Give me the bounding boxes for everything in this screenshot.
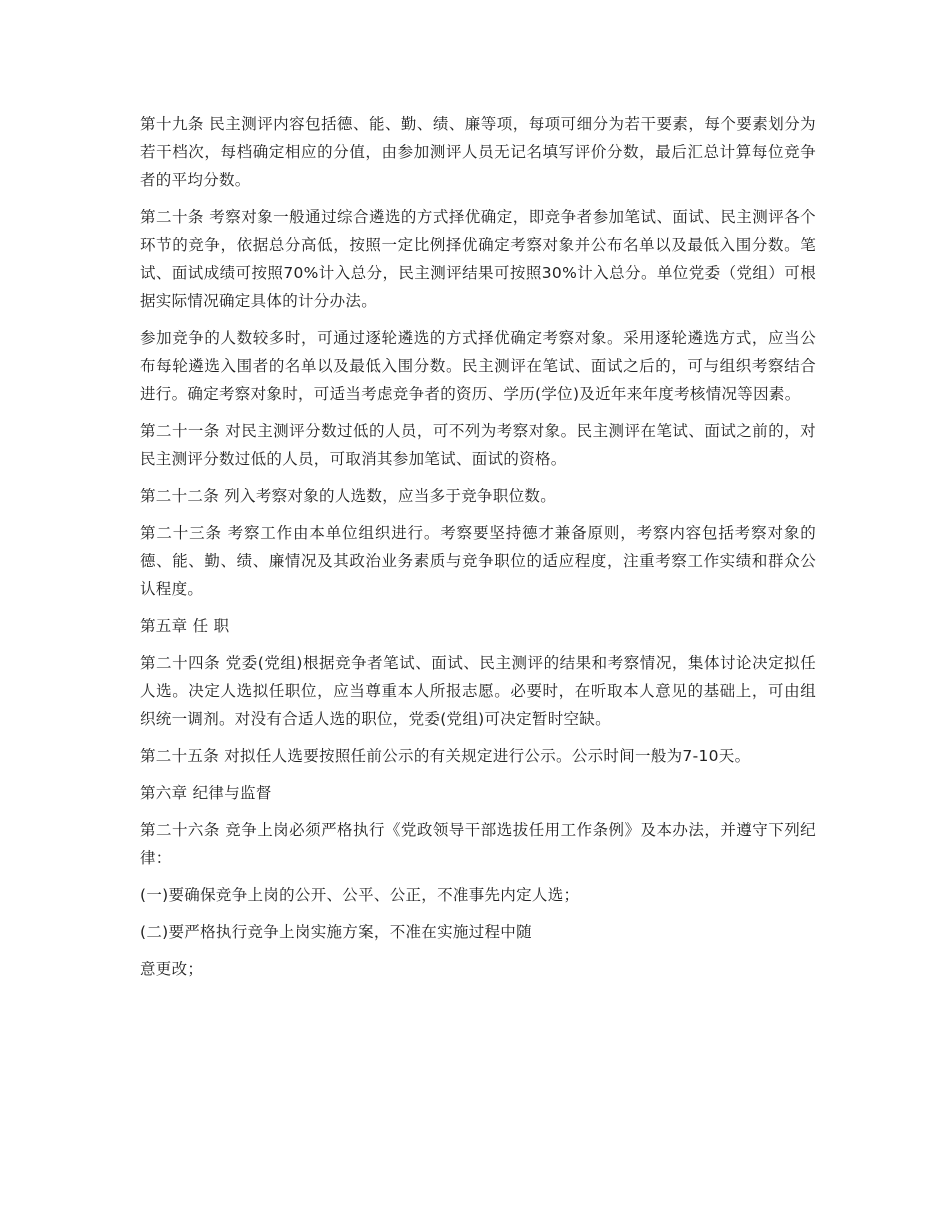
- chapter-5-heading: 第五章 任 职: [140, 617, 230, 635]
- article-20-paragraph: 第二十条 考察对象一般通过综合遴选的方式择优确定，即竞争者参加笔试、面试、民主测评各个环节的竞争，依据总分高低，按照一定比例择优确定考察对象并公布名单以及最低入围分数。笔试、面试成绩可按照70%计入总分，民主测评结果可按照30%计入总分。单位党委（党组）可根据实际情况确定具体的计分办法。: [140, 208, 816, 310]
- article-24-paragraph: 第二十四条 党委(党组)根据竞争者笔试、面试、民主测评的结果和考察情况，集体讨论决定拟任人选。决定人选拟任职位，应当尊重本人所报志愿。必要时，在听取本人意见的基础上，可由组织统一调剂。对没有合适人选的职位，党委(党组)可决定暂时空缺。: [140, 654, 816, 728]
- article-26-paragraph: 第二十六条 竞争上岗必须严格执行《党政领导干部选拔任用工作条例》及本办法，并遵守下列纪律：: [140, 821, 816, 867]
- article-19-paragraph: 第十九条 民主测评内容包括德、能、勤、绩、廉等项，每项可细分为若干要素，每个要素划分为若干档次，每档确定相应的分值，由参加测评人员无记名填写评价分数，最后汇总计算每位竞争者的平均分数。: [140, 115, 816, 189]
- article-22-paragraph: 第二十二条 列入考察对象的人选数，应当多于竞争职位数。: [140, 487, 557, 505]
- article-23-paragraph: 第二十三条 考察工作由本单位组织进行。考察要坚持德才兼备原则，考察内容包括考察对象的德、能、勤、绩、廉情况及其政治业务素质与竞争职位的适应程度，注重考察工作实绩和群众公认程度。: [140, 524, 816, 598]
- article-20-continuation-paragraph: 参加竞争的人数较多时，可通过逐轮遴选的方式择优确定考察对象。采用逐轮遴选方式，应当公布每轮遴选入围者的名单以及最低入围分数。民主测评在笔试、面试之后的，可与组织考察结合进行。确定考察对象时，可适当考虑竞争者的资历、学历(学位)及近年来年度考核情况等因素。: [140, 329, 816, 403]
- discipline-item-2-continuation: 意更改；: [140, 960, 204, 978]
- document-body: [140, 110, 816, 992]
- article-21-paragraph: 第二十一条 对民主测评分数过低的人员，可不列为考察对象。民主测评在笔试、面试之前的，对民主测评分数过低的人员，可取消其参加笔试、面试的资格。: [140, 422, 816, 468]
- article-25-paragraph: 第二十五条 对拟任人选要按照任前公示的有关规定进行公示。公示时间一般为7-10天。: [140, 747, 751, 765]
- discipline-item-1: (一)要确保竞争上岗的公开、公平、公正，不准事先内定人选；: [140, 886, 580, 904]
- discipline-item-2: (二)要严格执行竞争上岗实施方案，不准在实施过程中随: [140, 923, 532, 941]
- chapter-6-heading: 第六章 纪律与监督: [140, 784, 272, 802]
